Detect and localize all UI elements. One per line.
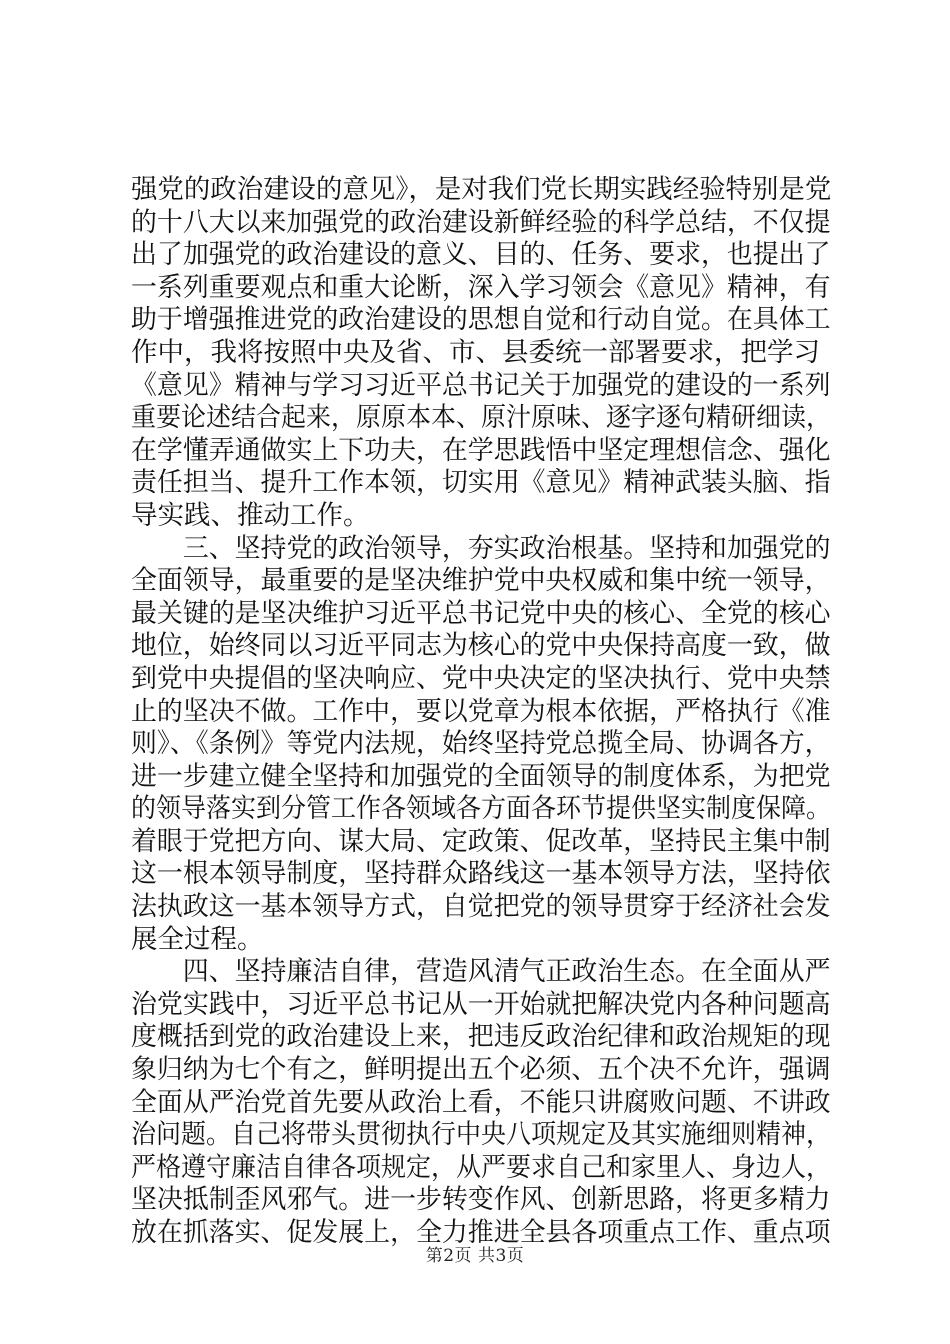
- text-line: 的领导落实到分管工作各领域各方面各环节提供坚实制度保障。: [131, 793, 831, 825]
- text-line: 出了加强党的政治建设的意义、目的、任务、要求，也提出了: [131, 239, 831, 271]
- text-line: 重要论述结合起来，原原本本、原汁原味、逐字逐句精研细读，: [131, 402, 831, 434]
- text-line: 强党的政治建设的意见》，是对我们党长期实践经验特别是党: [131, 174, 832, 205]
- page-footer: 第2页 共3页: [425, 1246, 525, 1266]
- text-line: 最关键的是坚决维护习近平总书记党中央的核心、全党的核心: [131, 597, 831, 629]
- text-line: 度概括到党的政治建设上来，把违反政治纪律和政治规矩的现: [131, 1021, 831, 1053]
- text-line: 的十八大以来加强党的政治建设新鲜经验的科学总结，不仅提: [131, 206, 831, 238]
- document-body: [131, 174, 831, 1250]
- text-line: 严格遵守廉洁自律各项规定，从严要求自己和家里人、身边人，: [131, 1151, 831, 1183]
- text-line: 全面从严治党首先要从政治上看，不能只讲腐败问题、不讲政: [131, 1086, 831, 1118]
- text-line: 放在抓落实、促发展上，全力推进全县各项重点工作、重点项: [131, 1217, 831, 1248]
- text-line: 作中，我将按照中央及省、市、县委统一部署要求，把学习: [131, 336, 820, 368]
- text-line: 这一根本领导制度，坚持群众路线这一基本领导方法，坚持依: [131, 858, 831, 890]
- text-line: 进一步建立健全坚持和加强党的全面领导的制度体系，为把党: [131, 760, 831, 792]
- text-line: 展全过程。: [131, 923, 264, 955]
- text-line: 在学懂弄通做实上下功夫，在学思践悟中坚定理想信念、强化: [131, 434, 831, 466]
- text-line: 《意见》精神与学习习近平总书记关于加强党的建设的一系列: [131, 369, 831, 401]
- text-line: 助于增强推进党的政治建设的思想自觉和行动自觉。在具体工: [131, 304, 831, 336]
- text-line: 到党中央提倡的坚决响应、党中央决定的坚决执行、党中央禁: [131, 662, 831, 694]
- text-line: 坚决抵制歪风邪气。进一步转变作风、创新思路，将更多精力: [131, 1184, 831, 1216]
- text-line: 象归纳为七个有之，鲜明提出五个必须、五个决不允许，强调: [131, 1054, 831, 1086]
- text-line: 着眼于党把方向、谋大局、定政策、促改革，坚持民主集中制: [131, 825, 831, 857]
- text-line: 导实践、推动工作。: [131, 499, 370, 531]
- text-line: 四、坚持廉洁自律，营造风清气正政治生态。在全面从严: [131, 956, 831, 988]
- text-line: 止的坚决不做。工作中，要以党章为根本依据，严格执行《准: [131, 695, 831, 727]
- text-line: 责任担当、提升工作本领，切实用《意见》精神武装头脑、指: [131, 467, 831, 499]
- text-line: 一系列重要观点和重大论断，深入学习领会《意见》精神，有: [131, 271, 831, 303]
- text-line: 则》、《条例》等党内法规，始终坚持党总揽全局、协调各方，: [131, 728, 831, 760]
- text-line: 地位，始终同以习近平同志为核心的党中央保持高度一致，做: [131, 630, 831, 662]
- text-line: 全面领导，最重要的是坚决维护党中央权威和集中统一领导，: [131, 565, 831, 597]
- text-line: 三、坚持党的政治领导，夯实政治根基。坚持和加强党的: [131, 532, 831, 564]
- text-line: 治党实践中，习近平总书记从一开始就把解决党内各种问题高: [131, 988, 831, 1020]
- text-line: 治问题。自己将带头贯彻执行中央八项规定及其实施细则精神，: [131, 1119, 831, 1151]
- text-line: 法执政这一基本领导方式，自觉把党的领导贯穿于经济社会发: [131, 891, 831, 923]
